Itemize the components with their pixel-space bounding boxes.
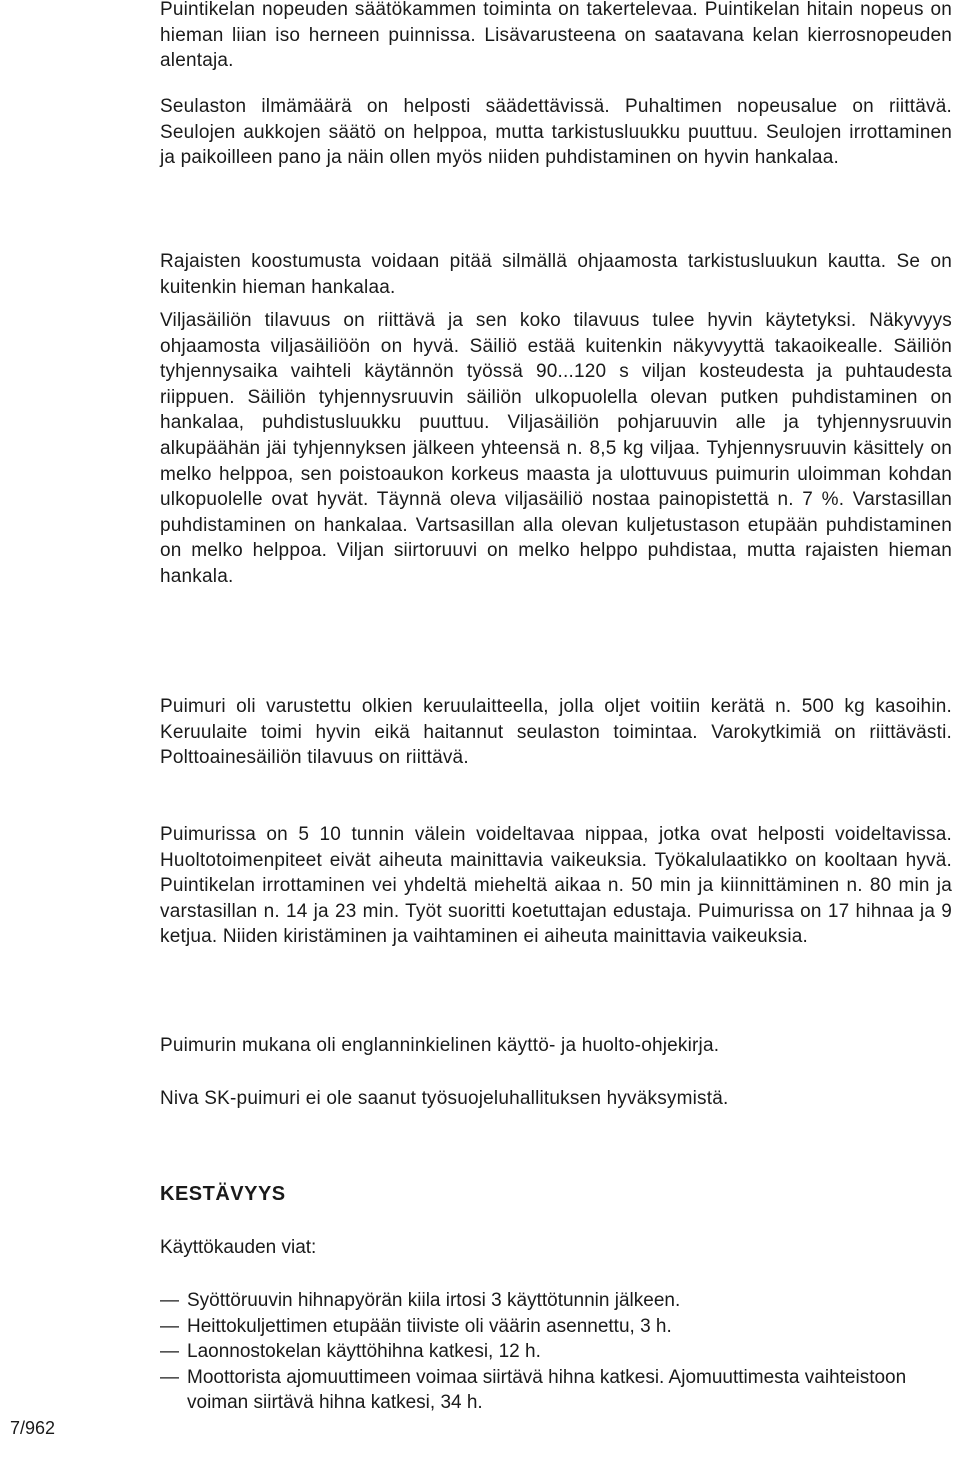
fault-text: Syöttöruuvin hihnapyörän kiila irtosi 3 käyttötunnin jälkeen. <box>187 1290 681 1311</box>
paragraph-maintenance: Puimurissa on 5 10 tunnin välein voideltavaa nippaa, jotka ovat helposti voideltavissa. Huoltotoimenpiteet eivät aiheuta mainittavia vaikeuksia. Työkalulaatikko on kooltaan hyvä. Puintikelan irrottaminen vei yhdeltä mieheltä aikaa n. 50 min ja kiinnittäminen n. 80 min ja varstasillan n. 14 ja 23 min. Työt suoritti koetuttajan edustaja. Puimurissa on 17 hihnaa ja 9 ketjua. Niiden kiristäminen ja vaihtaminen ei aiheuta mainittavia vaikeuksia. <box>160 824 952 948</box>
list-dash: — <box>160 1341 179 1363</box>
list-item <box>160 1288 952 1314</box>
fault-text: Moottorista ajomuuttimeen voimaa siirtävä hihna katkesi. Ajomuuttimesta vaihteistoon voiman siirtävä hihna katkesi, 34 h. <box>187 1366 907 1414</box>
fault-text: Laonnostokelan käyttöhihna katkesi, 12 h. <box>187 1341 541 1363</box>
paragraph-manual: Puimurin mukana oli englanninkielinen käyttö- ja huolto-ohjekirja. <box>160 1035 720 1056</box>
paragraph-sieve: Seulaston ilmämäärä on helposti säädettävissä. Puhaltimen nopeusalue on riittävä. Seulojen aukkojen säätö on helppoa, mutta tarkistusluukku puuttuu. Seulojen irrottaminen ja paikoilleen pano ja näin ollen myös niiden puhdistaminen on hyvin hankalaa. <box>160 96 952 169</box>
page-number: 7/962 <box>10 1418 56 1438</box>
paragraph-chaff: Rajaisten koostumusta voidaan pitää silmällä ohjaamosta tarkistusluukun kautta. Se on kuitenkin hieman hankalaa. <box>160 251 952 298</box>
paragraph-approval: Niva SK-puimuri ei ole saanut työsuojeluhallituksen hyväksymistä. <box>160 1088 729 1109</box>
list-dash: — <box>160 1290 179 1311</box>
fault-list <box>160 1288 952 1416</box>
section-heading: KESTÄVYYS <box>160 1183 286 1205</box>
paragraph-grain-tank: Viljasäiliön tilavuus on riittävä ja sen koko tilavuus tulee hyvin käytetyksi. Näkyvyys ohjaamosta viljasäiliöön on hyvä. Säiliö estää kuitenkin näkyvyyttä takaoikealle. Säiliön tyhjennysaika vaihteli käytännön työssä 90...120 s viljan kosteudesta ja puhtaudesta riippuen. Säiliön tyhjennysruuvin säiliön ulkopuolella olevan putken puhdistaminen on hankalaa, puhdistusluukku puuttuu. Viljasäiliön pohjaruuvin alle ja tyhjennysruuvin alkupäähän jäi tyhjennyksen jälkeen yhteensä n. 8,5 kg viljaa. Tyhjennysruuvin käsittely on melko helppoa, sen poistoaukon korkeus maasta ja ulottuvuus puimurin uloimman kohdan ulkopuolelle ovat hyvät. Täynnä oleva viljasäiliö nostaa painopistettä n. 7 %. Varstasillan puhdistaminen on hankalaa. Vartsasillan alla olevan kuljetustason etupään puhdistaminen on melko helppoa. Viljan siirtoruuvi on melko helppo puhdistaa, mutta rajaisten hieman hankala. <box>160 310 952 587</box>
list-item <box>160 1314 952 1340</box>
list-item <box>160 1339 952 1365</box>
subheading: Käyttökauden viat: <box>160 1237 317 1258</box>
list-item <box>160 1365 952 1416</box>
paragraph-straw-collector: Puimuri oli varustettu olkien keruulaitteella, jolla oljet voitiin kerätä n. 500 kg kasoihin. Keruulaite toimi hyvin eikä haitannut seulaston toimintaa. Varokytkimiä on riittävästi. Polttoainesäiliön tilavuus on riittävä. <box>160 696 952 769</box>
paragraph-reel-speed: Puintikelan nopeuden säätökammen toiminta on takertelevaa. Puintikelan hitain nopeus on hieman liian iso herneen puinnissa. Lisävarusteena on saatavana kelan kierrosnopeuden alentaja. <box>160 0 952 72</box>
fault-text: Heittokuljettimen etupään tiiviste oli väärin asennettu, 3 h. <box>187 1315 672 1337</box>
list-dash: — <box>160 1315 179 1337</box>
list-dash: — <box>160 1366 179 1388</box>
